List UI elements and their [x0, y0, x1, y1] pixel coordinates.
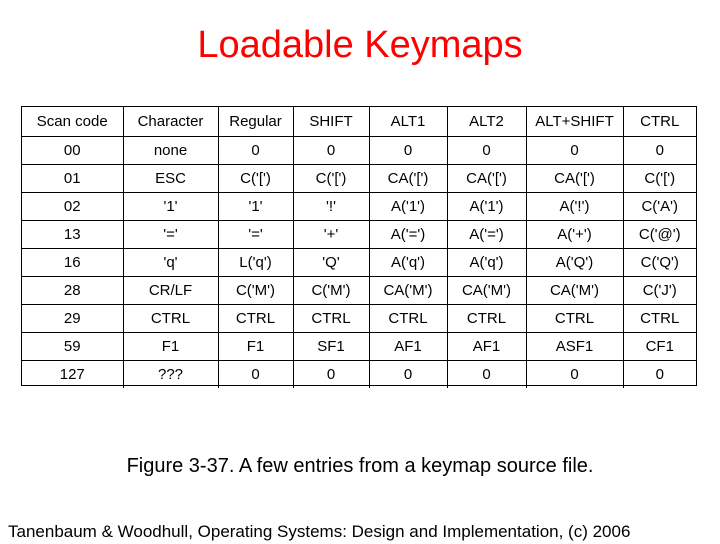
table-row: [22, 137, 696, 165]
table-cell: AF1: [369, 333, 447, 361]
table-cell: C('M'): [218, 277, 293, 305]
table-cell: F1: [218, 333, 293, 361]
table-cell: ???: [123, 361, 218, 389]
table-cell: A('Q'): [526, 249, 623, 277]
table-cell: CTRL: [623, 305, 696, 333]
column-header-ctrl: CTRL: [623, 107, 696, 137]
column-header-shift: SHIFT: [293, 107, 369, 137]
table-cell: '1': [123, 193, 218, 221]
column-header-regular: Regular: [218, 107, 293, 137]
table-cell: '=': [123, 221, 218, 249]
table-cell: A('='): [369, 221, 447, 249]
table-cell: C('['): [293, 165, 369, 193]
table-cell: CA('['): [369, 165, 447, 193]
table-cell: '1': [218, 193, 293, 221]
table-row: [22, 193, 696, 221]
table-cell: A('+'): [526, 221, 623, 249]
footer-credit: Tanenbaum & Woodhull, Operating Systems: Design and Implementation, (c) 2006: [8, 522, 631, 541]
table-cell: CA('M'): [526, 277, 623, 305]
table-cell: 29: [22, 305, 123, 333]
slide-title: Loadable Keymaps: [197, 24, 523, 66]
table-cell: 02: [22, 193, 123, 221]
table-cell: A('!'): [526, 193, 623, 221]
table-cell: C('@'): [623, 221, 696, 249]
table-cell: 01: [22, 165, 123, 193]
column-header-scan-code: Scan code: [22, 107, 123, 137]
table-cell: C('['): [218, 165, 293, 193]
table-cell: CTRL: [447, 305, 526, 333]
table-row: [22, 361, 696, 389]
table-cell: '=': [218, 221, 293, 249]
table-cell: 59: [22, 333, 123, 361]
figure-caption: Figure 3-37. A few entries from a keymap source file.: [126, 455, 594, 477]
keymap-table: [22, 107, 696, 388]
table-row: [22, 249, 696, 277]
table-header-row: [22, 107, 696, 137]
table-row: [22, 221, 696, 249]
table-cell: 0: [655, 366, 664, 383]
table-cell: '+': [293, 221, 369, 249]
table-cell: 0: [623, 137, 696, 165]
table-cell: none: [123, 137, 218, 165]
table-cell: A('q'): [369, 249, 447, 277]
table-cell: CA('['): [447, 165, 526, 193]
table-row: [22, 305, 696, 333]
table-cell: CR/LF: [123, 277, 218, 305]
table-cell: SF1: [293, 333, 369, 361]
table-cell: ASF1: [526, 333, 623, 361]
table-cell: 0: [447, 361, 526, 389]
table-cell: L('q'): [218, 249, 293, 277]
table-cell: 13: [22, 221, 123, 249]
table-cell: A('='): [447, 221, 526, 249]
table-row: [22, 333, 696, 361]
table-row: [22, 277, 696, 305]
table-cell: 28: [22, 277, 123, 305]
table-cell: CA('M'): [369, 277, 447, 305]
table-cell: CTRL: [218, 305, 293, 333]
table-cell: 0: [218, 137, 293, 165]
table-cell: CTRL: [293, 305, 369, 333]
table-cell: F1: [123, 333, 218, 361]
table-cell: CF1: [623, 333, 696, 361]
table-cell: 0: [293, 361, 369, 389]
table-cell: C('A'): [623, 193, 696, 221]
table-cell: CTRL: [369, 305, 447, 333]
table-cell: A('1'): [369, 193, 447, 221]
table-cell: 'q': [123, 249, 218, 277]
table-cell: 16: [22, 249, 123, 277]
table-cell: C('Q'): [623, 249, 696, 277]
table-cell: 00: [22, 137, 123, 165]
table-cell: 0: [526, 361, 623, 389]
column-header-alt2: ALT2: [447, 107, 526, 137]
table-cell: 0: [218, 361, 293, 389]
keymap-table-frame: [21, 106, 697, 386]
table-cell: AF1: [447, 333, 526, 361]
column-header-alt-shift: ALT+SHIFT: [526, 107, 623, 137]
table-cell: 0: [526, 137, 623, 165]
column-header-character: Character: [123, 107, 218, 137]
table-cell: 127: [22, 361, 123, 389]
table-cell: 0: [369, 137, 447, 165]
table-cell: CA('['): [526, 165, 623, 193]
table-cell: A('q'): [447, 249, 526, 277]
table-cell: 0: [369, 361, 447, 389]
table-cell: CTRL: [123, 305, 218, 333]
table-cell: C('J'): [623, 277, 696, 305]
table-cell: 0: [293, 137, 369, 165]
table-cell: 0: [447, 137, 526, 165]
table-cell: C('M'): [293, 277, 369, 305]
table-body: [22, 137, 696, 389]
table-cell: '!': [293, 193, 369, 221]
table-cell: C('['): [623, 165, 696, 193]
table-row: [22, 165, 696, 193]
column-header-alt1: ALT1: [369, 107, 447, 137]
table-cell: A('1'): [447, 193, 526, 221]
table-cell: ESC: [123, 165, 218, 193]
table-cell: CTRL: [526, 305, 623, 333]
table-cell: CA('M'): [447, 277, 526, 305]
table-cell: 'Q': [293, 249, 369, 277]
